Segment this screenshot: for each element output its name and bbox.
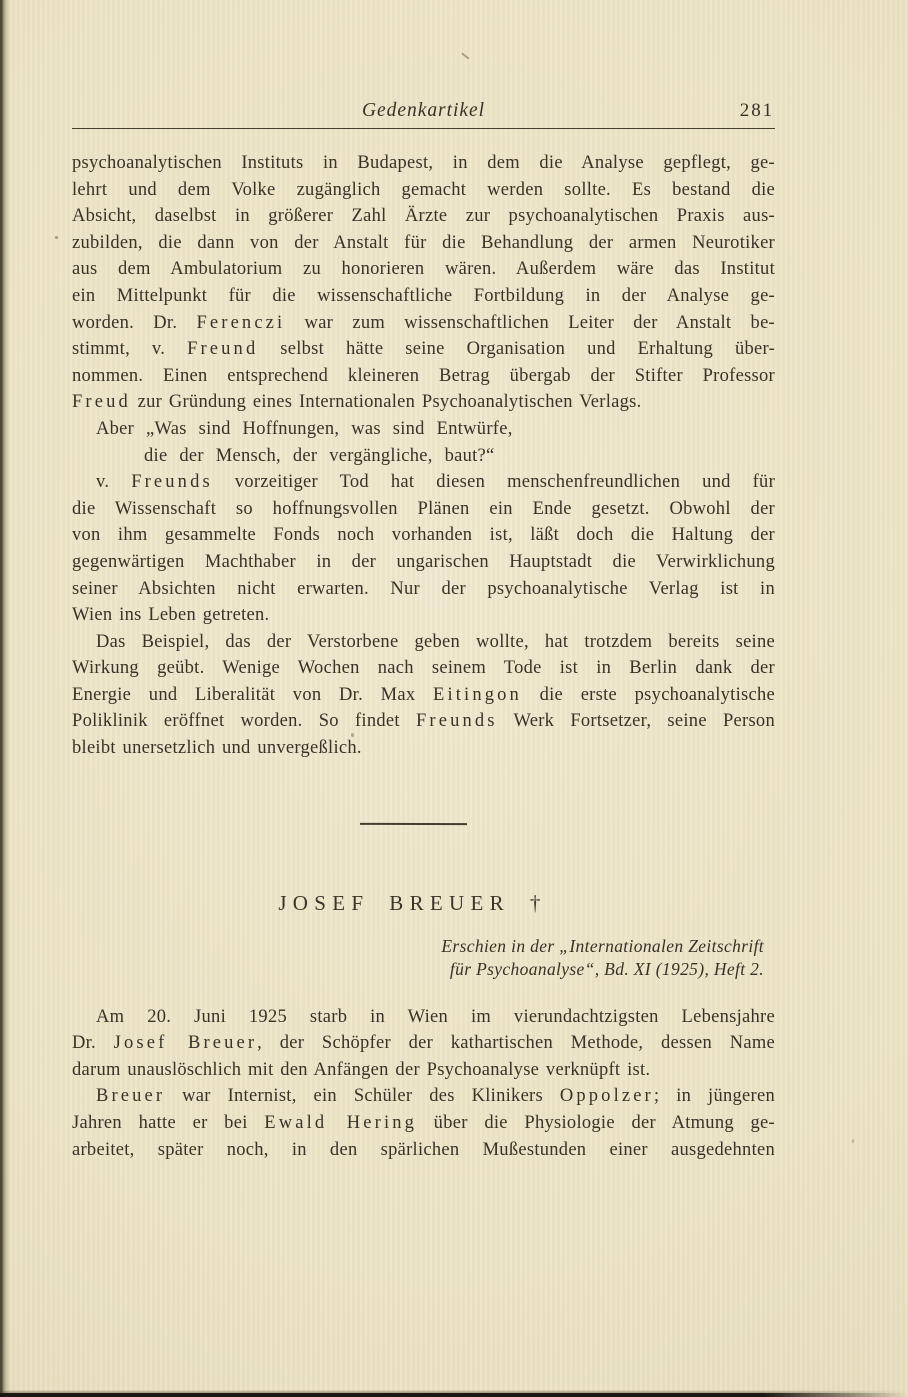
text-line: Poliklinik eröffnet worden. So findet Freunds Werk Fortsetzer, seine Person (72, 711, 775, 732)
letterspaced-name: Freunds (131, 472, 213, 493)
text-line: Freud zur Gründung eines Internationalen Psychoanalytischen Verlags. (72, 392, 642, 413)
text-line: nommen. Einen entsprechend kleineren Betrag übergab der Stifter Professor (72, 365, 775, 386)
text-line: bleibt unersetzlich und unvergeßlich. (72, 738, 362, 759)
text-line: Energie und Liberalität von Dr. Max Eitingon die erste psychoanalytische (72, 684, 775, 705)
text-line: Aber „Was sind Hoffnungen, was sind Entwürfe, (96, 418, 513, 439)
text-line: die Wissenschaft so hoffnungsvollen Plänen ein Ende gesetzt. Obwohl der (72, 498, 775, 519)
letterspaced-name: Freunds (415, 711, 498, 732)
text-line: darum unauslöschlich mit den Anfängen der Psychoanalyse verknüpft ist. (72, 1059, 651, 1080)
letterspaced-name: Freud (72, 392, 131, 413)
letterspaced-name: Ferenczi (196, 312, 286, 333)
obituary-heading: JOSEF BREUER † (278, 890, 547, 915)
text-line: arbeitet, später noch, in den spärlichen Mußestunden einer ausgedehnten (72, 1139, 775, 1160)
citation-line: Erschien in der „Internationalen Zeitschrift (441, 935, 764, 956)
obituary-citation (72, 935, 775, 981)
letterspaced-name: Eitingon (433, 684, 522, 705)
page-number: 281 (739, 100, 774, 121)
text-line: Dr. Josef Breuer, der Schöpfer der kathartischen Methode, dessen Name (72, 1033, 775, 1054)
obituary-text (72, 1004, 775, 1164)
header-rule (72, 128, 775, 129)
text-line: Am 20. Juni 1925 starb in Wien im vierundachtzigsten Lebensjahre (96, 1006, 775, 1027)
citation-line: für Psychoanalyse“, Bd. XI (1925), Heft 2. (449, 958, 764, 979)
text-line: Das Beispiel, das der Verstorbene geben wollte, hat trotzdem bereits seine (96, 631, 775, 652)
text-line: Wien ins Leben getreten. (72, 605, 270, 626)
text-line: Wirkung geübt. Wenige Wochen nach seinem Tode ist in Berlin dank der (72, 658, 775, 679)
page-left-edge-shadow (0, 0, 10, 1397)
page-bottom-edge-shadow (0, 1390, 908, 1397)
text-line: seiner Absichten nicht erwarten. Nur der psychoanalytische Verlag ist in (72, 578, 775, 599)
text-line: Jahren hatte er bei Ewald Hering über die Physiologie der Atmung ge- (72, 1113, 775, 1134)
letterspaced-name: Oppolzer (559, 1086, 654, 1107)
text-line: stimmt, v. Freund selbst hätte seine Organisation und Erhaltung über- (72, 339, 776, 360)
letterspaced-name: Freund (187, 339, 259, 360)
text-line: Breuer war Internist, ein Schüler des Klinikers Oppolzer; in jüngeren (96, 1086, 775, 1107)
letterspaced-name: Ewald Hering (264, 1113, 418, 1134)
paper-speck (852, 1139, 855, 1143)
text-line: v. Freunds vorzeitiger Tod hat diesen menschenfreundlichen und für (96, 472, 776, 493)
text-line: psychoanalytischen Instituts in Budapest, in dem die Analyse gepflegt, ge- (72, 153, 775, 173)
memorial-article-text (72, 150, 775, 762)
verse-quote (72, 416, 775, 469)
running-header (72, 99, 775, 123)
text-line: ein Mittelpunkt für die wissenschaftliche Fortbildung in der Analyse ge- (72, 285, 775, 306)
section-divider (360, 822, 467, 824)
paragraph-breuer-career (72, 1083, 775, 1163)
text-line: lehrt und dem Volke zugänglich gemacht werden sollte. Es bestand die (72, 179, 775, 200)
text-block (72, 0, 775, 1163)
text-line: aus dem Ambulatorium zu honorieren wären. Außerdem wäre das Institut (72, 259, 775, 280)
letterspaced-name: Josef Breuer (113, 1033, 258, 1054)
text-line: zubilden, die dann von der Anstalt für die Behandlung der armen Neurotiker (72, 232, 775, 253)
text-line: Absicht, daselbst in größerer Zahl Ärzte zur psychoanalytischen Praxis aus- (72, 206, 775, 227)
paragraph-freund-death (72, 469, 775, 629)
running-title: Gedenkartikel (361, 100, 486, 121)
paragraph-institute (72, 150, 775, 416)
paper-speck (55, 236, 58, 239)
letterspaced-name: Breuer (96, 1086, 166, 1107)
paragraph-breuer-death (72, 1004, 775, 1084)
text-line: von ihm gesammelte Fonds noch vorhanden ist, läßt doch die Haltung der (72, 525, 775, 546)
paragraph-example (72, 629, 775, 762)
text-line: die der Mensch, der vergängliche, baut?“ (144, 445, 495, 466)
text-line: gegenwärtigen Machthaber in der ungarischen Hauptstadt die Verwirklichung (72, 551, 775, 572)
text-line: worden. Dr. Ferenczi war zum wissenschaftlichen Leiter der Anstalt be- (72, 312, 775, 333)
